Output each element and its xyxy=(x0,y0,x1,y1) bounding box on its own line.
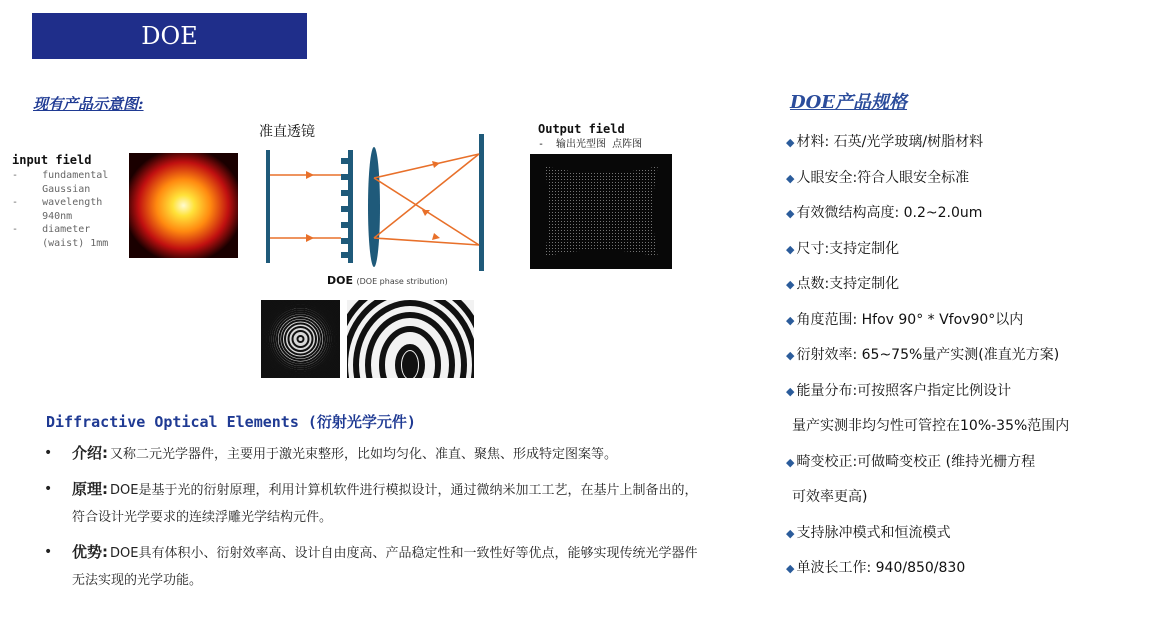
bullet-icon: • xyxy=(44,544,53,560)
page-title: DOE xyxy=(141,22,198,50)
bullet-icon: • xyxy=(44,445,53,461)
spec-line xyxy=(786,480,1156,516)
doe-element xyxy=(341,150,353,263)
spec-text: 支持脉冲模式和恒流模式 xyxy=(796,524,951,541)
spec-line xyxy=(786,267,1156,303)
spec-line xyxy=(786,409,1156,445)
spec-text: 衍射效率: 65~75%量产实测(准直光方案) xyxy=(796,347,1060,363)
list-item: • 优势: DOE具有体积小、衍射效率高、设计自由度高、产品稳定性和一致性好等优点，能够实现传统光学器件无法实现的光学功能。 xyxy=(44,539,704,594)
diamond-bullet-icon: ◆ xyxy=(786,455,795,469)
spec-text: 量产实测非均匀性可管控在10%-35%范围内 xyxy=(792,418,1070,434)
diamond-bullet-icon: ◆ xyxy=(786,384,795,398)
spec-text: 畸变校正:可做畸变校正 (维持光栅方程 xyxy=(796,453,1036,470)
doe-description-list xyxy=(44,440,704,602)
spec-text: 有效微结构高度: 0.2~2.0um xyxy=(796,205,983,221)
output-field-title: Output field xyxy=(538,122,625,136)
output-dot-pattern xyxy=(530,154,672,269)
diamond-bullet-icon: ◆ xyxy=(786,278,795,291)
spec-line xyxy=(786,125,1156,161)
spec-line xyxy=(786,445,1156,481)
spec-line xyxy=(786,196,1156,232)
diamond-bullet-icon: ◆ xyxy=(786,171,795,185)
doe-phase-pattern-elliptical xyxy=(347,300,474,378)
spec-line xyxy=(786,338,1156,374)
spec-text: 人眼安全:符合人眼安全标准 xyxy=(796,169,970,186)
diamond-bullet-icon: ◆ xyxy=(786,207,795,220)
doe-caption: DOE (DOE phase stribution) xyxy=(327,274,448,287)
spec-line xyxy=(786,161,1156,197)
spec-text: 角度范围: Hfov 90° * Vfov90°以内 xyxy=(796,311,1024,328)
input-plate xyxy=(266,150,270,263)
specs-title: DOE产品规格 xyxy=(790,92,908,113)
list-item: • 介绍: 又称二元光学器件，主要用于激光束整形，比如均匀化、准直、聚焦、形成特定图案等。 xyxy=(44,440,704,468)
diamond-bullet-icon: ◆ xyxy=(786,526,795,540)
gaussian-beam-image xyxy=(129,153,238,258)
diamond-bullet-icon: ◆ xyxy=(786,313,795,327)
spec-line xyxy=(786,551,1156,587)
input-field-title: input field xyxy=(12,153,92,167)
spec-line xyxy=(786,232,1156,268)
doe-phase-pattern-circular xyxy=(261,300,340,378)
spec-text: 单波长工作: 940/850/830 xyxy=(796,560,966,576)
spec-text: 材料: 石英/光学玻璃/树脂材料 xyxy=(796,134,984,150)
spec-text: 可效率更高) xyxy=(792,489,868,505)
bullet-icon: • xyxy=(44,481,53,497)
collimator-label: 准直透镜 xyxy=(259,124,315,140)
diamond-bullet-icon: ◆ xyxy=(786,136,795,149)
output-field-subtitle: - 输出光型图 点阵图 xyxy=(538,139,643,150)
diamond-bullet-icon: ◆ xyxy=(786,562,795,575)
output-screen xyxy=(479,134,484,271)
diamond-bullet-icon: ◆ xyxy=(786,242,795,256)
spec-line xyxy=(786,516,1156,552)
list-item: • 原理: DOE是基于光的衍射原理，利用计算机软件进行模拟设计，通过微纳米加工工艺，在基片上制备出的，符合设计光学要求的连续浮雕光学结构元件。 xyxy=(44,476,704,531)
specs-list xyxy=(786,125,1156,587)
input-field-details: - fundamental Gaussian - wavelength 940nm - diameter (waist) 1mm xyxy=(12,170,109,249)
doe-description-title: Diffractive Optical Elements (衍射光学元件) xyxy=(46,413,416,431)
section-heading: 现有产品示意图: xyxy=(33,95,144,113)
spec-text: 尺寸:支持定制化 xyxy=(796,240,900,257)
diamond-bullet-icon: ◆ xyxy=(786,349,795,362)
spec-text: 能量分布:可按照客户指定比例设计 xyxy=(796,382,1012,399)
spec-line xyxy=(786,374,1156,410)
spec-line xyxy=(786,303,1156,339)
lens xyxy=(368,147,380,267)
title-banner xyxy=(32,13,307,59)
optical-path-diagram xyxy=(262,130,492,275)
spec-text: 点数:支持定制化 xyxy=(796,276,900,292)
